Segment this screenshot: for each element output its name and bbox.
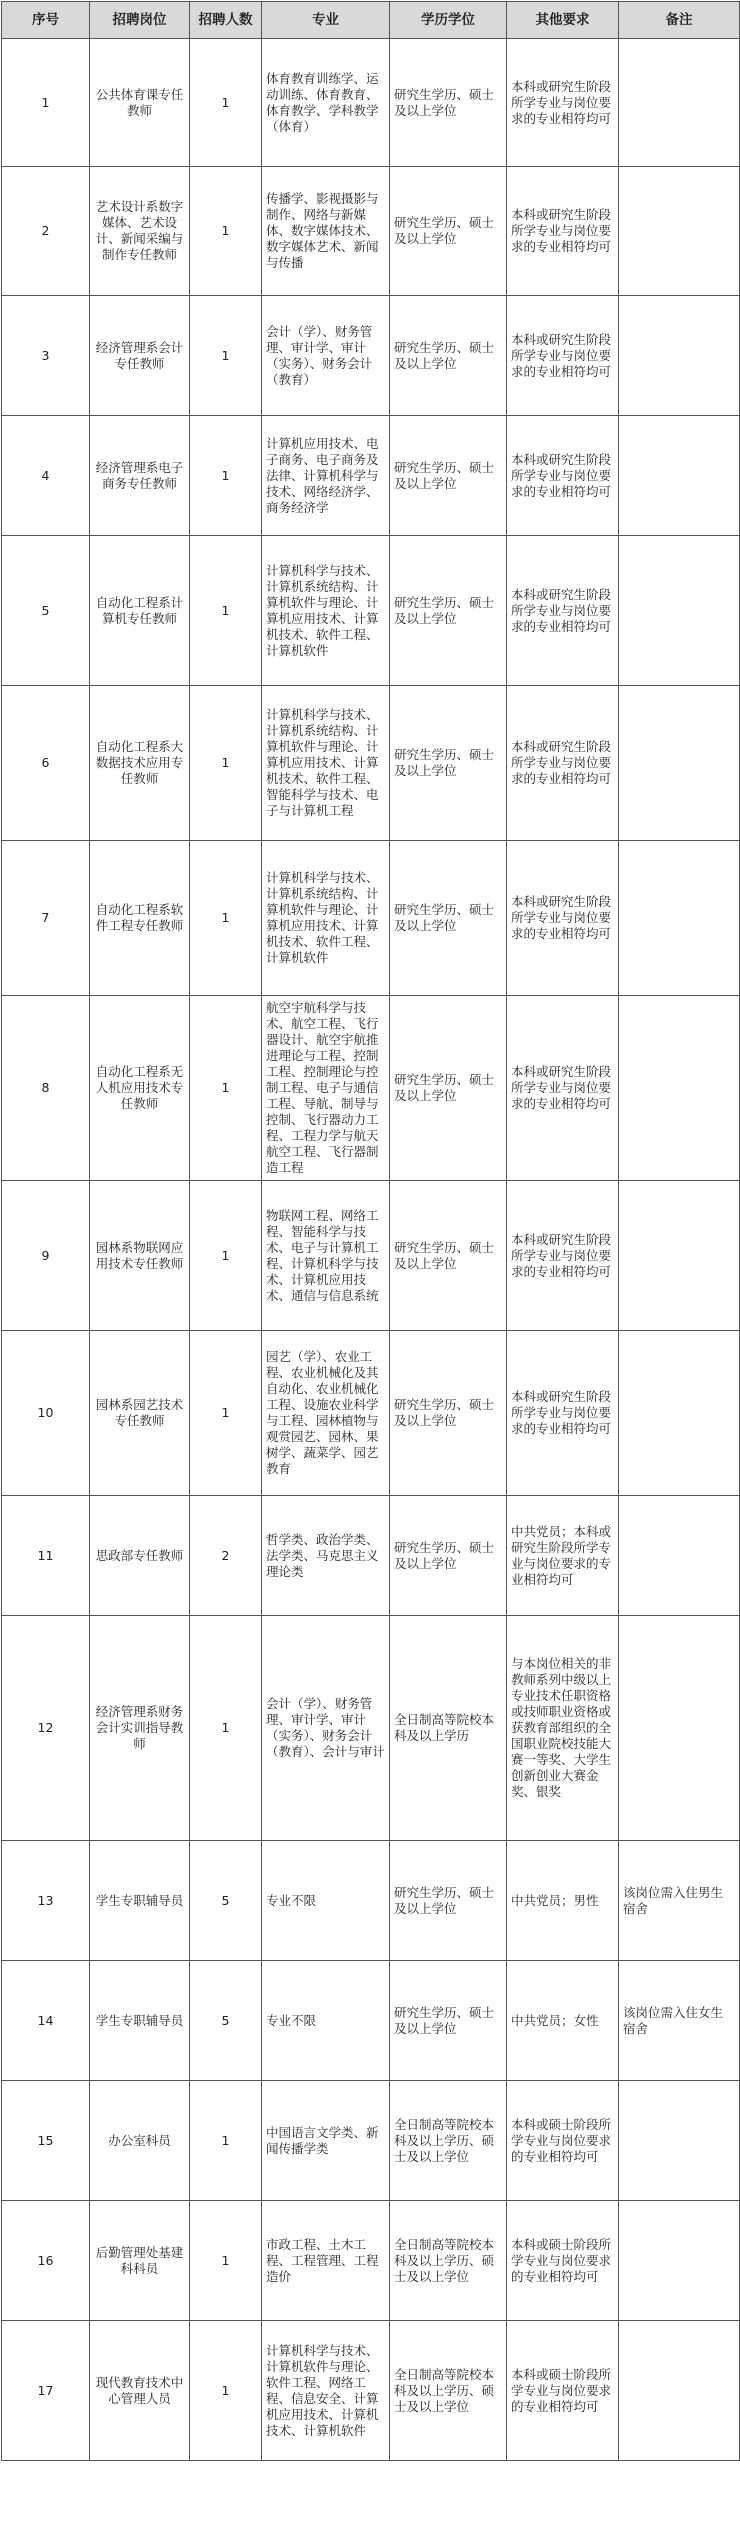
table-row bbox=[2, 2321, 740, 2461]
cell-no: 14 bbox=[2, 1961, 90, 2081]
cell-no: 16 bbox=[2, 2201, 90, 2321]
cell-degree: 研究生学历、硕士及以上学位 bbox=[390, 39, 507, 167]
cell-degree: 研究生学历、硕士及以上学位 bbox=[390, 841, 507, 996]
cell-other: 本科或研究生阶段所学专业与岗位要求的专业相符均可 bbox=[507, 996, 619, 1181]
table-header bbox=[2, 2, 740, 39]
cell-post: 公共体育课专任教师 bbox=[90, 39, 190, 167]
table-row bbox=[2, 2081, 740, 2201]
cell-major: 物联网工程、网络工程、智能科学与技术、电子与计算机工程、计算机科学与技术、计算机应用技术、通信与信息系统 bbox=[262, 1181, 390, 1331]
table-row bbox=[2, 841, 740, 996]
table-row bbox=[2, 536, 740, 686]
cell-major: 会计（学）、财务管理、审计学、审计（实务）、财务会计（教育） bbox=[262, 296, 390, 416]
table-row bbox=[2, 1841, 740, 1961]
cell-degree: 全日制高等院校本科及以上学历、硕士及以上学位 bbox=[390, 2081, 507, 2201]
cell-note bbox=[619, 296, 740, 416]
header-no: 序号 bbox=[2, 2, 90, 39]
table-row bbox=[2, 296, 740, 416]
header-major: 专业 bbox=[262, 2, 390, 39]
cell-note bbox=[619, 2321, 740, 2461]
cell-count: 1 bbox=[190, 1331, 262, 1496]
cell-other: 中共党员；本科或研究生阶段所学专业与岗位要求的专业相符均可 bbox=[507, 1496, 619, 1616]
cell-other: 本科或研究生阶段所学专业与岗位要求的专业相符均可 bbox=[507, 536, 619, 686]
cell-degree: 研究生学历、硕士及以上学位 bbox=[390, 296, 507, 416]
cell-note bbox=[619, 39, 740, 167]
cell-post: 园林系物联网应用技术专任教师 bbox=[90, 1181, 190, 1331]
cell-count: 1 bbox=[190, 2081, 262, 2201]
cell-no: 9 bbox=[2, 1181, 90, 1331]
cell-note bbox=[619, 2201, 740, 2321]
cell-degree: 研究生学历、硕士及以上学位 bbox=[390, 416, 507, 536]
header-post: 招聘岗位 bbox=[90, 2, 190, 39]
cell-count: 1 bbox=[190, 2321, 262, 2461]
cell-major: 专业不限 bbox=[262, 1961, 390, 2081]
cell-post: 学生专职辅导员 bbox=[90, 1841, 190, 1961]
table-body bbox=[2, 39, 740, 2461]
table-row bbox=[2, 686, 740, 841]
cell-post: 经济管理系电子商务专任教师 bbox=[90, 416, 190, 536]
cell-no: 15 bbox=[2, 2081, 90, 2201]
cell-count: 1 bbox=[190, 416, 262, 536]
table-row bbox=[2, 1961, 740, 2081]
cell-count: 1 bbox=[190, 2201, 262, 2321]
cell-count: 1 bbox=[190, 39, 262, 167]
cell-note bbox=[619, 1331, 740, 1496]
cell-degree: 研究生学历、硕士及以上学位 bbox=[390, 167, 507, 296]
cell-major: 会计（学）、财务管理、审计学、审计（实务）、财务会计（教育）、会计与审计 bbox=[262, 1616, 390, 1841]
cell-post: 自动化工程系软件工程专任教师 bbox=[90, 841, 190, 996]
cell-note bbox=[619, 1616, 740, 1841]
cell-post: 自动化工程系无人机应用技术专任教师 bbox=[90, 996, 190, 1181]
cell-degree: 研究生学历、硕士及以上学位 bbox=[390, 686, 507, 841]
cell-count: 2 bbox=[190, 1496, 262, 1616]
cell-count: 5 bbox=[190, 1961, 262, 2081]
cell-no: 2 bbox=[2, 167, 90, 296]
header-degree: 学历学位 bbox=[390, 2, 507, 39]
cell-major: 哲学类、政治学类、法学类、马克思主义理论类 bbox=[262, 1496, 390, 1616]
cell-major: 市政工程、土木工程、工程管理、工程造价 bbox=[262, 2201, 390, 2321]
cell-note bbox=[619, 1496, 740, 1616]
table-row bbox=[2, 39, 740, 167]
cell-post: 艺术设计系数字媒体、艺术设计、新闻采编与制作专任教师 bbox=[90, 167, 190, 296]
cell-note: 该岗位需入住男生宿舍 bbox=[619, 1841, 740, 1961]
cell-major: 体育教育训练学、运动训练、体育教育、体育教学、学科教学（体育） bbox=[262, 39, 390, 167]
cell-post: 经济管理系会计专任教师 bbox=[90, 296, 190, 416]
cell-other: 本科或硕士阶段所学专业与岗位要求的专业相符均可 bbox=[507, 2081, 619, 2201]
cell-post: 办公室科员 bbox=[90, 2081, 190, 2201]
cell-count: 1 bbox=[190, 996, 262, 1181]
cell-no: 5 bbox=[2, 536, 90, 686]
cell-other: 本科或硕士阶段所学专业与岗位要求的专业相符均可 bbox=[507, 2321, 619, 2461]
cell-major: 传播学、影视摄影与制作、网络与新媒体、数字媒体技术、数字媒体艺术、新闻与传播 bbox=[262, 167, 390, 296]
recruitment-table bbox=[1, 1, 740, 2461]
cell-no: 17 bbox=[2, 2321, 90, 2461]
cell-major: 计算机应用技术、电子商务、电子商务及法律、计算机科学与技术、网络经济学、商务经济学 bbox=[262, 416, 390, 536]
cell-no: 7 bbox=[2, 841, 90, 996]
cell-count: 1 bbox=[190, 296, 262, 416]
cell-degree: 研究生学历、硕士及以上学位 bbox=[390, 1961, 507, 2081]
cell-note bbox=[619, 2081, 740, 2201]
cell-degree: 研究生学历、硕士及以上学位 bbox=[390, 1841, 507, 1961]
cell-degree: 全日制高等院校本科及以上学历、硕士及以上学位 bbox=[390, 2201, 507, 2321]
table-row bbox=[2, 1616, 740, 1841]
cell-count: 1 bbox=[190, 536, 262, 686]
cell-other: 中共党员；男性 bbox=[507, 1841, 619, 1961]
cell-count: 1 bbox=[190, 841, 262, 996]
table-row bbox=[2, 167, 740, 296]
header-note: 备注 bbox=[619, 2, 740, 39]
cell-no: 12 bbox=[2, 1616, 90, 1841]
cell-post: 思政部专任教师 bbox=[90, 1496, 190, 1616]
cell-degree: 全日制高等院校本科及以上学历、硕士及以上学位 bbox=[390, 2321, 507, 2461]
cell-no: 3 bbox=[2, 296, 90, 416]
cell-major: 中国语言文学类、新闻传播学类 bbox=[262, 2081, 390, 2201]
cell-note bbox=[619, 996, 740, 1181]
header-row bbox=[2, 2, 740, 39]
cell-major: 计算机科学与技术、计算机系统结构、计算机软件与理论、计算机应用技术、计算机技术、软件工程、智能科学与技术、电子与计算机工程 bbox=[262, 686, 390, 841]
cell-other: 本科或研究生阶段所学专业与岗位要求的专业相符均可 bbox=[507, 841, 619, 996]
table-row bbox=[2, 1496, 740, 1616]
cell-post: 经济管理系财务会计实训指导教师 bbox=[90, 1616, 190, 1841]
cell-post: 园林系园艺技术专任教师 bbox=[90, 1331, 190, 1496]
table-row bbox=[2, 1181, 740, 1331]
cell-count: 1 bbox=[190, 686, 262, 841]
cell-major: 园艺（学）、农业工程、农业机械化及其自动化、农业机械化工程、设施农业科学与工程、园林植物与观赏园艺、园林、果树学、蔬菜学、园艺教育 bbox=[262, 1331, 390, 1496]
cell-major: 航空宇航科学与技术、航空工程、飞行器设计、航空宇航推进理论与工程、控制工程、控制理论与控制工程、电子与通信工程、导航、制导与控制、飞行器动力工程、工程力学与航天航空工程、飞行器制造工程 bbox=[262, 996, 390, 1181]
cell-post: 学生专职辅导员 bbox=[90, 1961, 190, 2081]
cell-other: 本科或研究生阶段所学专业与岗位要求的专业相符均可 bbox=[507, 1331, 619, 1496]
cell-count: 1 bbox=[190, 1181, 262, 1331]
cell-note bbox=[619, 167, 740, 296]
cell-post: 后勤管理处基建科科员 bbox=[90, 2201, 190, 2321]
table-row bbox=[2, 416, 740, 536]
cell-other: 本科或研究生阶段所学专业与岗位要求的专业相符均可 bbox=[507, 167, 619, 296]
cell-other: 本科或研究生阶段所学专业与岗位要求的专业相符均可 bbox=[507, 1181, 619, 1331]
cell-count: 5 bbox=[190, 1841, 262, 1961]
cell-no: 6 bbox=[2, 686, 90, 841]
cell-degree: 研究生学历、硕士及以上学位 bbox=[390, 1496, 507, 1616]
cell-other: 本科或研究生阶段所学专业与岗位要求的专业相符均可 bbox=[507, 296, 619, 416]
cell-degree: 研究生学历、硕士及以上学位 bbox=[390, 536, 507, 686]
cell-note bbox=[619, 536, 740, 686]
cell-note bbox=[619, 1181, 740, 1331]
cell-post: 自动化工程系计算机专任教师 bbox=[90, 536, 190, 686]
cell-major: 计算机科学与技术、计算机系统结构、计算机软件与理论、计算机应用技术、计算机技术、软件工程、计算机软件 bbox=[262, 536, 390, 686]
cell-no: 4 bbox=[2, 416, 90, 536]
cell-major: 专业不限 bbox=[262, 1841, 390, 1961]
table-row bbox=[2, 996, 740, 1181]
cell-degree: 研究生学历、硕士及以上学位 bbox=[390, 1331, 507, 1496]
cell-major: 计算机科学与技术、计算机软件与理论、软件工程、网络工程、信息安全、计算机应用技术、计算机技术、计算机软件 bbox=[262, 2321, 390, 2461]
cell-major: 计算机科学与技术、计算机系统结构、计算机软件与理论、计算机应用技术、计算机技术、软件工程、计算机软件 bbox=[262, 841, 390, 996]
table-row bbox=[2, 1331, 740, 1496]
cell-no: 13 bbox=[2, 1841, 90, 1961]
table-row bbox=[2, 2201, 740, 2321]
cell-no: 10 bbox=[2, 1331, 90, 1496]
cell-post: 现代教育技术中心管理人员 bbox=[90, 2321, 190, 2461]
cell-degree: 研究生学历、硕士及以上学位 bbox=[390, 1181, 507, 1331]
cell-no: 8 bbox=[2, 996, 90, 1181]
header-other: 其他要求 bbox=[507, 2, 619, 39]
cell-no: 11 bbox=[2, 1496, 90, 1616]
cell-other: 中共党员；女性 bbox=[507, 1961, 619, 2081]
cell-degree: 研究生学历、硕士及以上学位 bbox=[390, 996, 507, 1181]
cell-post: 自动化工程系大数据技术应用专任教师 bbox=[90, 686, 190, 841]
cell-other: 本科或硕士阶段所学专业与岗位要求的专业相符均可 bbox=[507, 2201, 619, 2321]
cell-no: 1 bbox=[2, 39, 90, 167]
cell-count: 1 bbox=[190, 167, 262, 296]
cell-other: 本科或研究生阶段所学专业与岗位要求的专业相符均可 bbox=[507, 686, 619, 841]
cell-other: 与本岗位相关的非教师系列中级以上专业技术任职资格或技师职业资格或获教育部组织的全国职业院校技能大赛一等奖、大学生创新创业大赛金奖、银奖 bbox=[507, 1616, 619, 1841]
cell-note bbox=[619, 841, 740, 996]
cell-note bbox=[619, 686, 740, 841]
cell-note bbox=[619, 416, 740, 536]
cell-note: 该岗位需入住女生宿舍 bbox=[619, 1961, 740, 2081]
cell-other: 本科或研究生阶段所学专业与岗位要求的专业相符均可 bbox=[507, 416, 619, 536]
header-count: 招聘人数 bbox=[190, 2, 262, 39]
cell-degree: 全日制高等院校本科及以上学历 bbox=[390, 1616, 507, 1841]
cell-count: 1 bbox=[190, 1616, 262, 1841]
cell-other: 本科或研究生阶段所学专业与岗位要求的专业相符均可 bbox=[507, 39, 619, 167]
